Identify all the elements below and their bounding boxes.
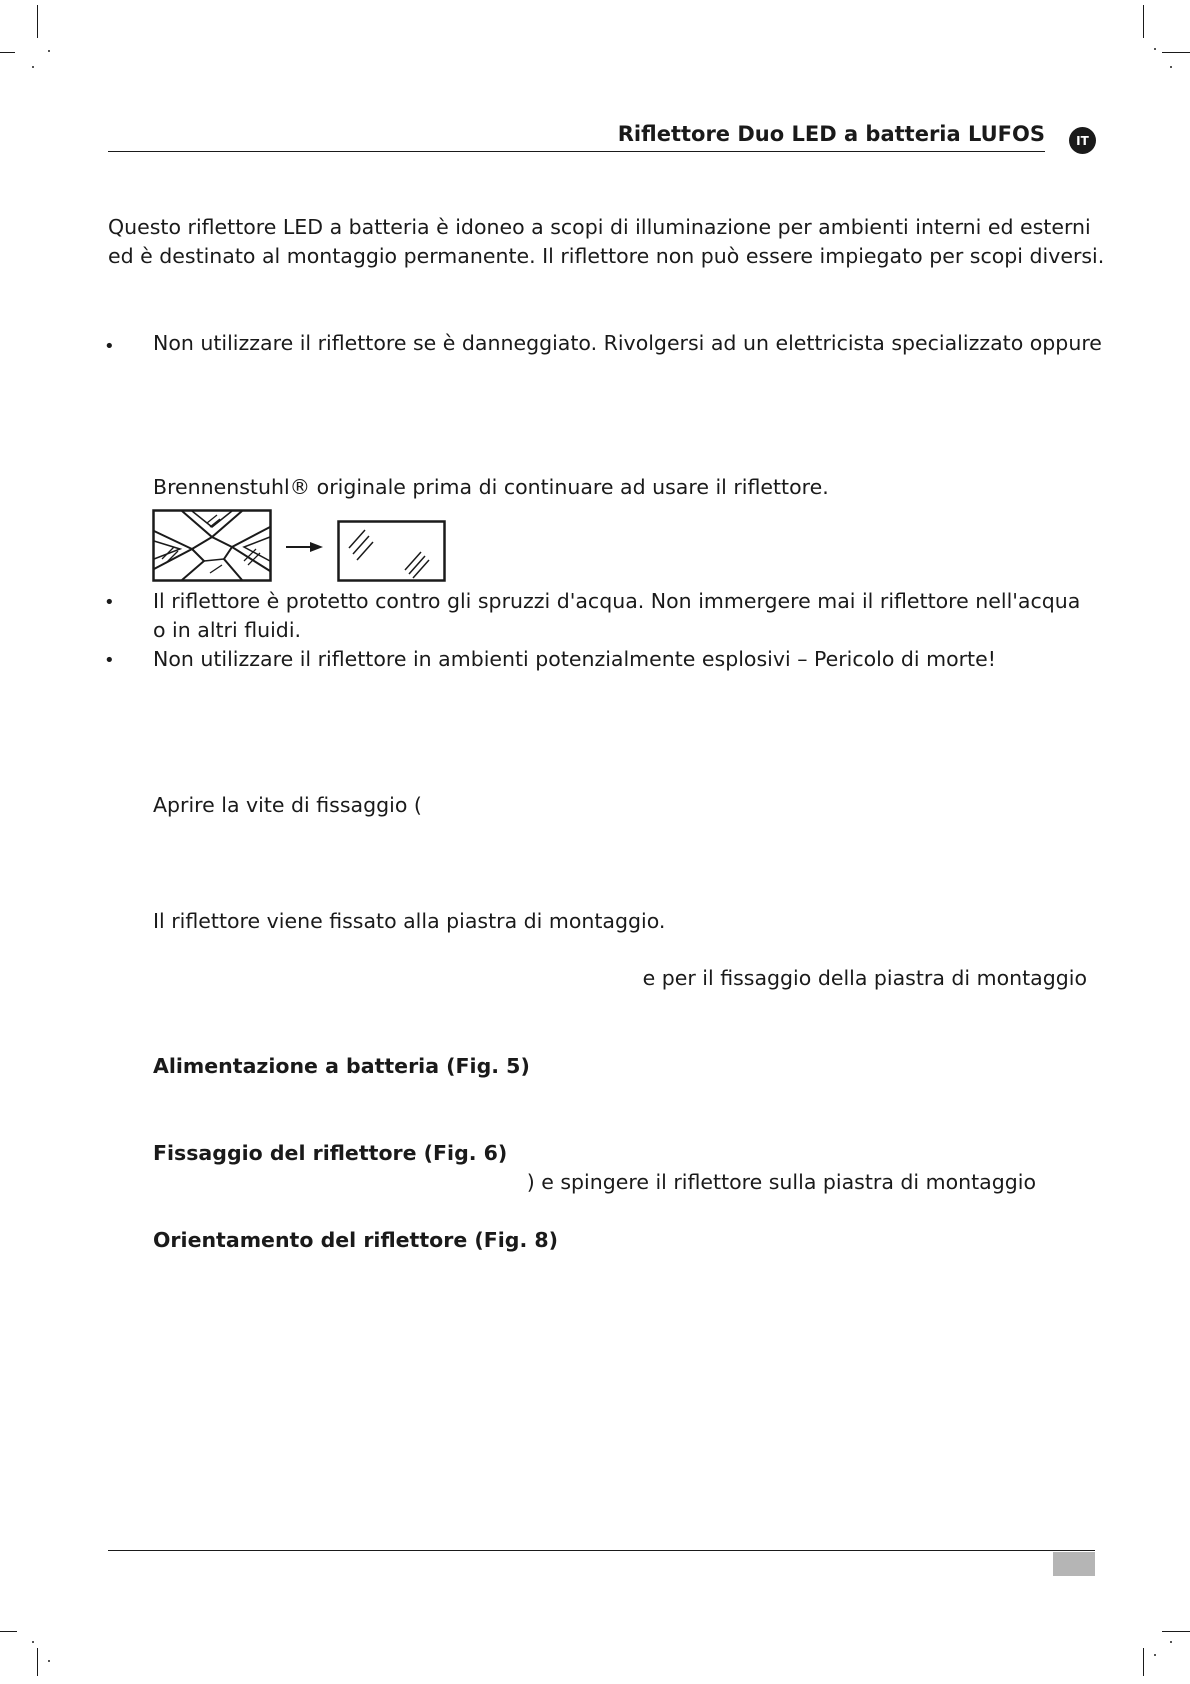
bullet-icon: • [104,336,115,357]
fixing-text: ) e spingere il riflettore sulla piastra di montaggio [526,1170,1036,1194]
page-header-title: Riflettore Duo LED a batteria LUFOS [617,122,1045,146]
crop-dot [48,1660,50,1662]
bullet-icon: • [104,650,115,671]
section-heading-orientation: Orientamento del riflettore (Fig. 8) [153,1228,559,1252]
crop-dot [1154,48,1156,50]
mounting-open-screw: Aprire la vite di fissaggio ( [153,793,422,817]
crop-mark-top-left-vertical [37,5,38,38]
crop-mark-top-right-vertical [1143,5,1144,38]
crop-dot [32,1641,34,1643]
safety-item-2-line-2: o in altri fluidi. [153,618,302,642]
intro-line-1: Questo riflettore LED a batteria è idoneo a scopi di illuminazione per ambienti interni ed esterni [108,215,1091,239]
section-heading-battery: Alimentazione a batteria (Fig. 5) [153,1054,530,1078]
crop-mark-top-right-horizontal [1162,52,1190,53]
intro-line-2: ed è destinato al montaggio permanente. Il riflettore non può essere impiegato per scopi diversi. [108,244,1105,268]
crop-dot [1154,1654,1156,1656]
crop-dot [32,66,34,68]
bullet-icon: • [104,592,115,613]
safety-item-1-line-1: Non utilizzare il riflettore se è danneggiato. Rivolgersi ad un elettricista specializzato oppure [153,331,1102,355]
broken-glass-icon [152,509,272,582]
language-badge: IT [1069,127,1096,154]
crop-dot [1170,66,1172,68]
mounting-fixed-to-plate: Il riflettore viene fissato alla piastra di montaggio. [153,909,666,933]
footer-divider [108,1550,1095,1551]
header-divider [108,151,1045,152]
crop-mark-bottom-right-horizontal [1162,1631,1190,1632]
section-heading-fixing: Fissaggio del riflettore (Fig. 6) [153,1141,508,1165]
safety-item-3: Non utilizzare il riflettore in ambienti potenzialmente esplosivi – Pericolo di morte! [153,647,996,671]
crop-mark-bottom-left-horizontal [0,1631,17,1632]
crop-mark-bottom-right-vertical [1143,1648,1144,1676]
page-number-box [1053,1552,1095,1576]
safety-item-2-line-1: Il riflettore è protetto contro gli spruzzi d'acqua. Non immergere mai il riflettore nell'acqua [153,589,1081,613]
safety-item-1-line-2: Brennenstuhl® originale prima di continuare ad usare il riflettore. [153,475,829,499]
mounting-plate-fixing: e per il fissaggio della piastra di montaggio [642,966,1087,990]
crop-dot [48,50,50,52]
crop-dot [1170,1641,1172,1643]
crop-mark-top-left-horizontal [0,52,15,53]
crop-mark-bottom-left-vertical [37,1648,38,1676]
intact-glass-icon [337,520,446,582]
arrow-right-icon [286,541,324,553]
